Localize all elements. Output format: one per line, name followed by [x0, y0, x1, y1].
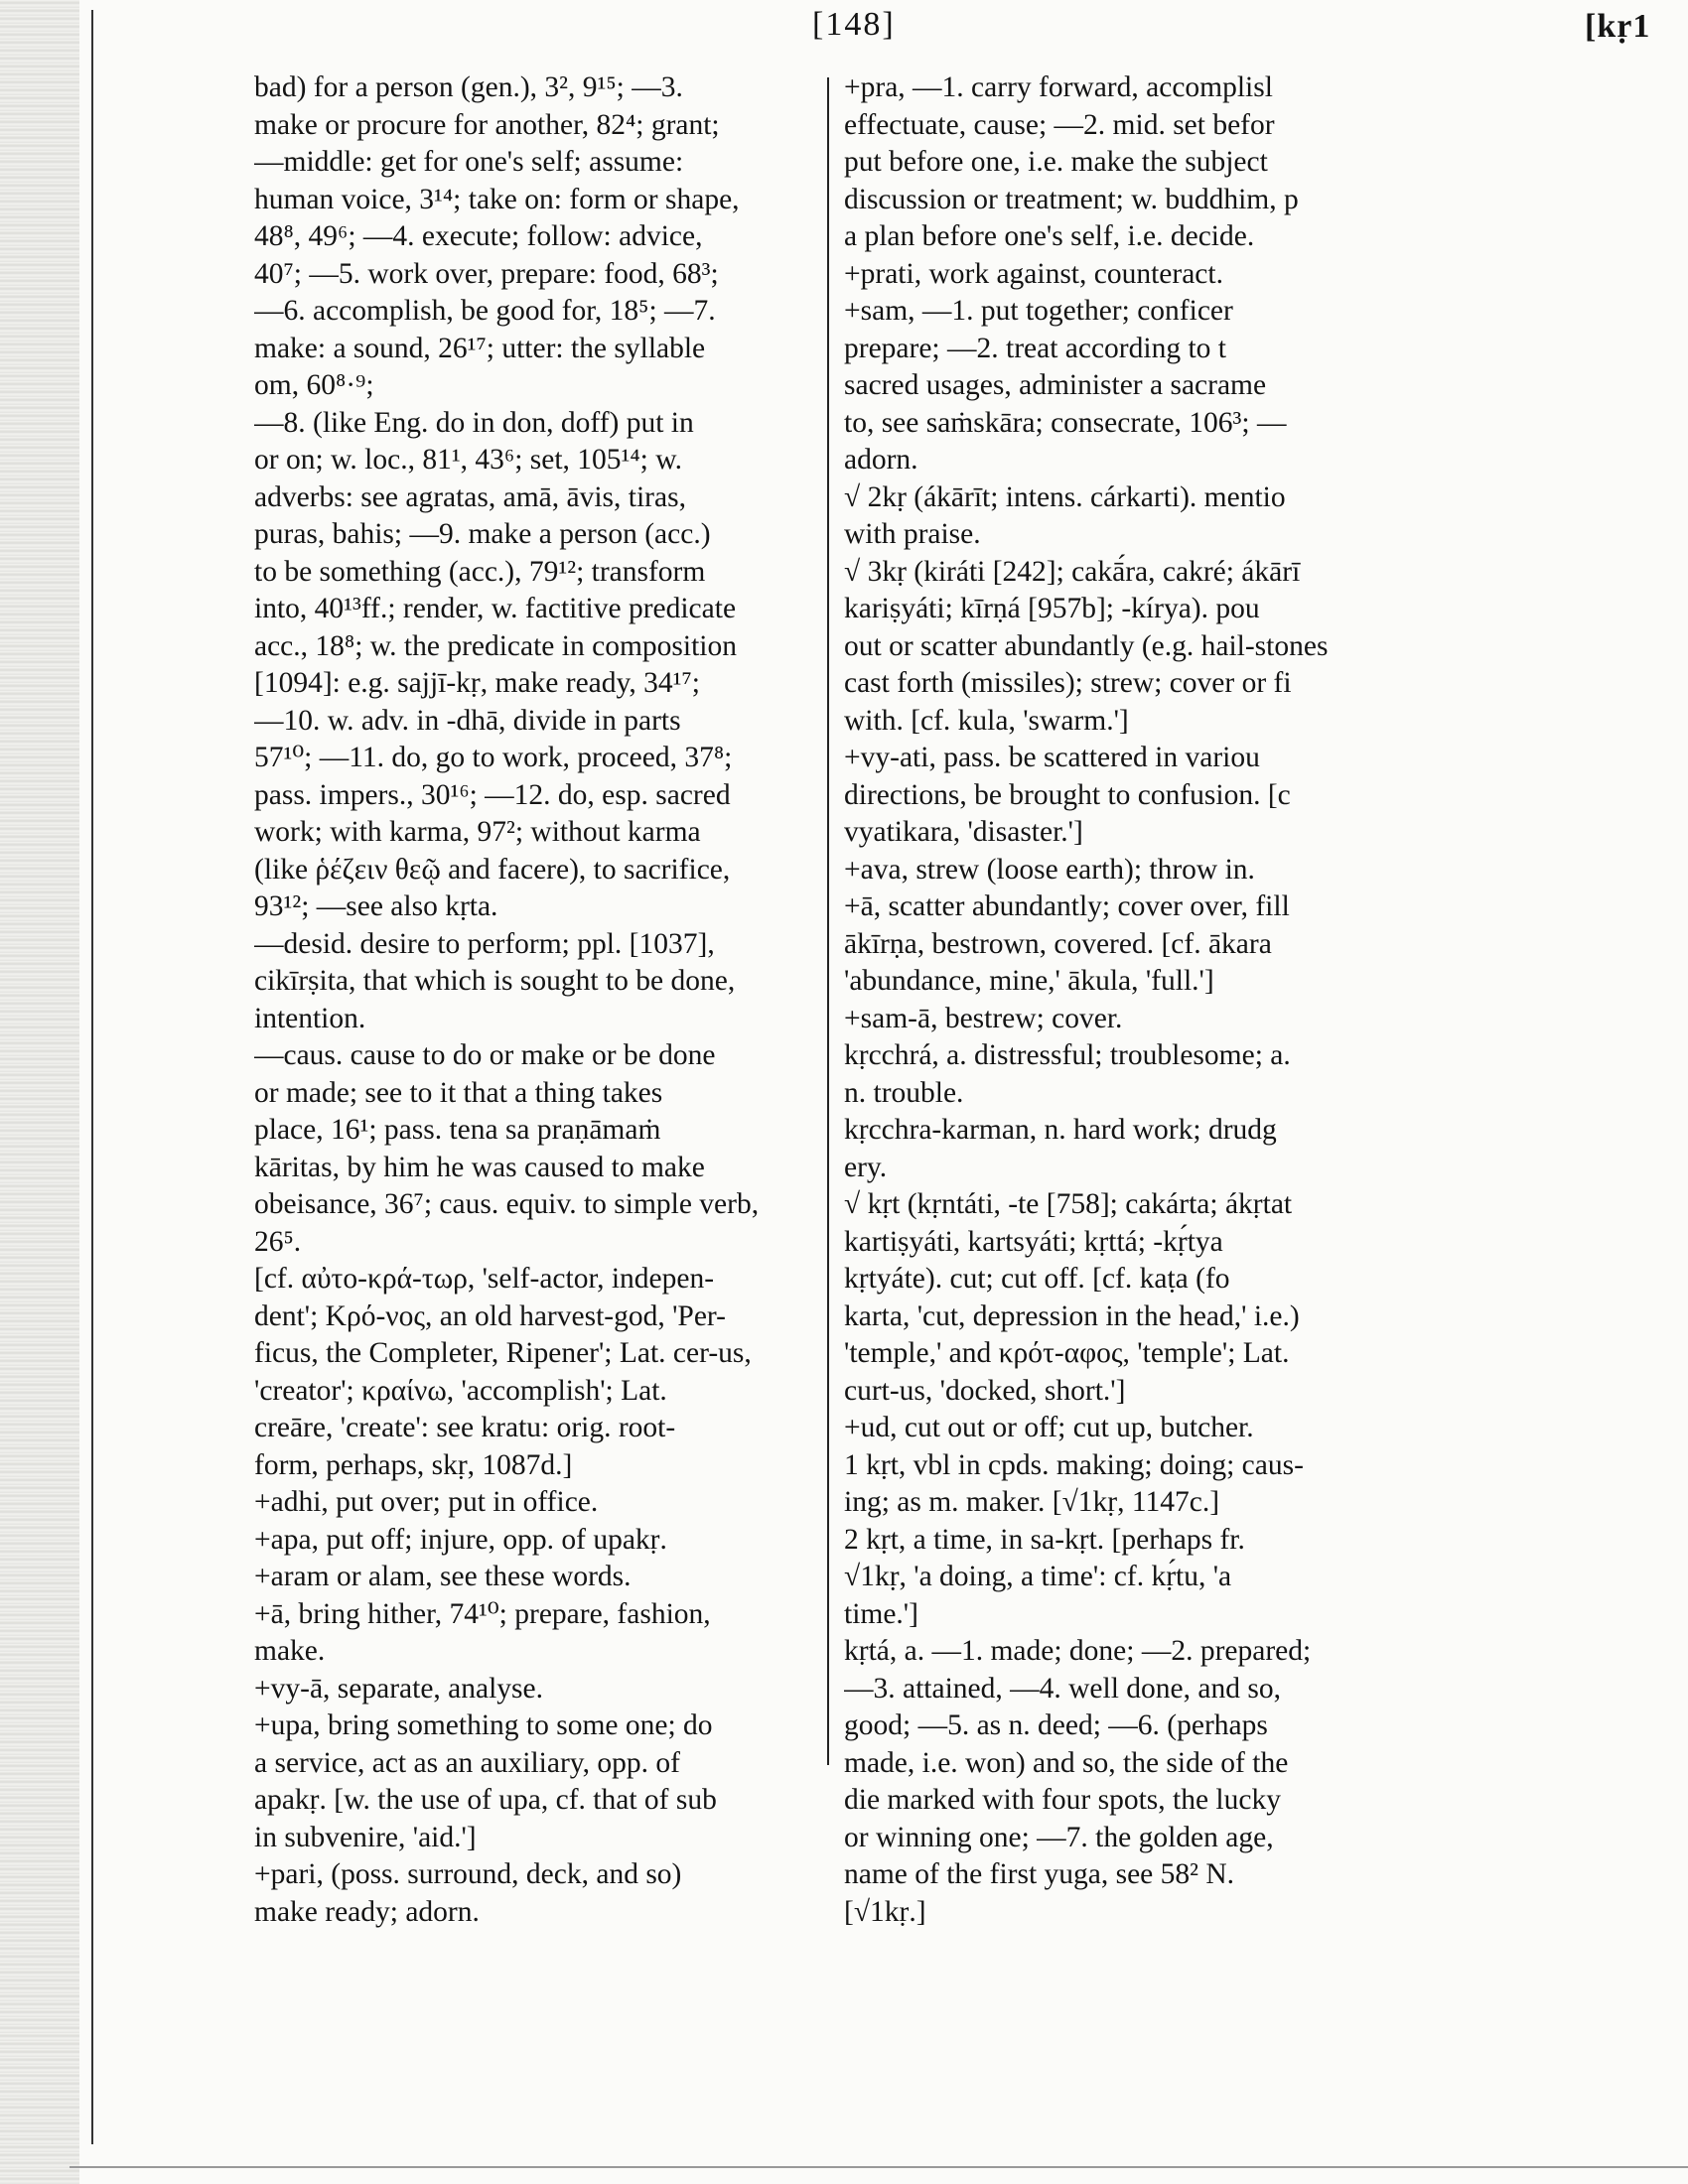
dictionary-line: +ava, strew (loose earth); throw in.	[844, 853, 1255, 886]
dictionary-line: ery.	[844, 1151, 888, 1183]
dictionary-line: +sam, —1. put together; conficer	[844, 295, 1233, 327]
dictionary-line: +prati, work against, counteract.	[844, 257, 1223, 290]
dictionary-line: effectuate, cause; —2. mid. set befor	[844, 108, 1275, 141]
running-head-key: [kṛ1	[1585, 8, 1651, 45]
dictionary-line: —3. attained, —4. well done, and so,	[844, 1672, 1281, 1705]
dictionary-line: time.']	[844, 1597, 918, 1630]
dictionary-line: directions, be brought to confusion. [c	[844, 778, 1291, 811]
left-column	[254, 69, 834, 1931]
dictionary-line: [√1kṛ.]	[844, 1895, 926, 1928]
dictionary-line: [cf. αὐτο-κρά-τωρ, 'self-actor, indepen-	[254, 1263, 715, 1295]
dictionary-line: make.	[254, 1635, 326, 1667]
dictionary-line: or made; see to it that a thing takes	[254, 1076, 663, 1109]
dictionary-line: 'creator'; κραίνω, 'accomplish'; Lat.	[254, 1374, 667, 1407]
dictionary-line: obeisance, 36⁷; caus. equiv. to simple verb,	[254, 1188, 760, 1220]
dictionary-line: out or scatter abundantly (e.g. hail-stones	[844, 629, 1329, 662]
dictionary-line: +vy-ati, pass. be scattered in variou	[844, 742, 1260, 773]
dictionary-line: —6. accomplish, be good for, 18⁵; —7.	[254, 295, 716, 327]
dictionary-line: 57¹⁰; —11. do, go to work, proceed, 37⁸;	[254, 742, 733, 773]
dictionary-line: name of the first yuga, see 58² N.	[844, 1858, 1235, 1890]
dictionary-line: make or procure for another, 82⁴; grant;	[254, 108, 720, 141]
dictionary-line: form, perhaps, skṛ, 1087d.]	[254, 1448, 573, 1481]
dictionary-line: with praise.	[844, 518, 981, 550]
dictionary-line: 48⁸, 49⁶; —4. execute; follow: advice,	[254, 220, 703, 252]
dictionary-line: good; —5. as n. deed; —6. (perhaps	[844, 1709, 1268, 1741]
dictionary-line: +ud, cut out or off; cut up, butcher.	[844, 1412, 1254, 1443]
dictionary-line: prepare; —2. treat according to t	[844, 332, 1226, 364]
dictionary-line: sacred usages, administer a sacrame	[844, 369, 1267, 401]
dictionary-line: +ā, scatter abundantly; cover over, fill	[844, 890, 1290, 922]
dictionary-line: —caus. cause to do or make or be done	[254, 1039, 716, 1071]
dictionary-line: —middle: get for one's self; assume:	[254, 146, 684, 178]
dictionary-line: √ 3kṛ (kiráti [242]; cakā́ra, cakré; ákārī	[844, 555, 1301, 588]
dictionary-line: acc., 18⁸; w. the predicate in composition	[254, 629, 737, 662]
dictionary-line: to, see saṁskāra; consecrate, 106³; —	[844, 406, 1287, 439]
dictionary-line: ākīrṇa, bestrown, covered. [cf. ākara	[844, 927, 1272, 960]
scan-bottom-line	[70, 2166, 1688, 2168]
scan-margin-line	[91, 10, 93, 2144]
dictionary-line: or winning one; —7. the golden age,	[844, 1821, 1274, 1853]
dictionary-line: cikīrṣita, that which is sought to be done,	[254, 965, 736, 997]
dictionary-line: kāritas, by him he was caused to make	[254, 1151, 705, 1183]
dictionary-line: 'abundance, mine,' ākula, 'full.']	[844, 965, 1214, 997]
dictionary-line: +sam-ā, bestrew; cover.	[844, 1002, 1123, 1034]
dictionary-line: to be something (acc.), 79¹²; transform	[254, 555, 706, 588]
dictionary-line: die marked with four spots, the lucky	[844, 1784, 1281, 1816]
dictionary-line: [1094]: e.g. sajjī-kṛ, make ready, 34¹⁷;	[254, 667, 700, 699]
dictionary-line: cast forth (missiles); strew; cover or fi	[844, 667, 1292, 699]
dictionary-line: kartiṣyáti, kartsyáti; kṛttá; -kṛ́tya	[844, 1225, 1223, 1258]
dictionary-line: adorn.	[844, 444, 918, 476]
dictionary-line: bad) for a person (gen.), 3², 9¹⁵; —3.	[254, 71, 683, 103]
dictionary-line: ficus, the Completer, Ripener'; Lat. cer-us,	[254, 1337, 752, 1369]
dictionary-line: 2 kṛt, a time, in sa-kṛt. [perhaps fr.	[844, 1523, 1245, 1556]
dictionary-line: +aram or alam, see these words.	[254, 1561, 632, 1592]
dictionary-line: kṛtá, a. —1. made; done; —2. prepared;	[844, 1635, 1312, 1667]
dictionary-line: +vy-ā, separate, analyse.	[254, 1672, 544, 1705]
dictionary-line: +pra, —1. carry forward, accomplisl	[844, 71, 1273, 103]
dictionary-line: dent'; Κρό-νος, an old harvest-god, 'Per-	[254, 1299, 726, 1332]
dictionary-line: 26⁵.	[254, 1225, 302, 1258]
page-number: [148]	[812, 6, 896, 43]
dictionary-line: put before one, i.e. make the subject	[844, 146, 1268, 178]
dictionary-line: —8. (like Eng. do in don, doff) put in	[254, 406, 694, 439]
dictionary-line: puras, bahis; —9. make a person (acc.)	[254, 518, 711, 550]
dictionary-line: 1 kṛt, vbl in cpds. making; doing; caus-	[844, 1448, 1304, 1481]
dictionary-line: 40⁷; —5. work over, prepare: food, 68³;	[254, 257, 719, 290]
dictionary-line: pass. impers., 30¹⁶; —12. do, esp. sacred	[254, 778, 731, 811]
dictionary-line: in subvenire, 'aid.']	[254, 1821, 477, 1853]
dictionary-line: a service, act as an auxiliary, opp. of	[254, 1746, 680, 1779]
dictionary-line: place, 16¹; pass. tena sa praṇāmaṁ	[254, 1114, 661, 1146]
dictionary-line: kṛtyáte). cut; cut off. [cf. kaṭa (fo	[844, 1263, 1230, 1295]
dictionary-line: n. trouble.	[844, 1076, 964, 1109]
dictionary-line: —10. w. adv. in -dhā, divide in parts	[254, 704, 681, 737]
right-column	[844, 69, 1688, 1931]
dictionary-line: made, i.e. won) and so, the side of the	[844, 1746, 1289, 1779]
dictionary-line: intention.	[254, 1002, 366, 1034]
dictionary-line: 'temple,' and κρότ-αφος, 'temple'; Lat.	[844, 1337, 1290, 1369]
dictionary-line: +ā, bring hither, 74¹⁰; prepare, fashion,	[254, 1597, 711, 1630]
dictionary-line: √1kṛ, 'a doing, a time': cf. kṛ́tu, 'a	[844, 1561, 1232, 1592]
dictionary-line: kṛcchrá, a. distressful; troublesome; a.	[844, 1039, 1291, 1071]
dictionary-line: +pari, (poss. surround, deck, and so)	[254, 1858, 682, 1890]
dictionary-line: om, 60⁸·⁹;	[254, 369, 374, 401]
dictionary-line: vyatikara, 'disaster.']	[844, 816, 1083, 848]
scan-shadow-edge	[0, 0, 79, 2184]
dictionary-line: kariṣyáti; kīrṇá [957b]; -kírya). pou	[844, 593, 1260, 624]
dictionary-line: apakṛ. [w. the use of upa, cf. that of sub	[254, 1784, 717, 1816]
dictionary-line: √ 2kṛ (ákārīt; intens. cárkarti). mentio	[844, 480, 1286, 513]
dictionary-line: discussion or treatment; w. buddhim, p	[844, 183, 1299, 215]
dictionary-line: into, 40¹³ff.; render, w. factitive predicate	[254, 593, 737, 624]
dictionary-line: kṛcchra-karman, n. hard work; drudg	[844, 1114, 1277, 1146]
dictionary-line: 93¹²; —see also kṛta.	[254, 890, 498, 922]
dictionary-line: karta, 'cut, depression in the head,' i.e.)	[844, 1299, 1300, 1332]
dictionary-line: or on; w. loc., 81¹, 43⁶; set, 105¹⁴; w.	[254, 444, 683, 476]
dictionary-line: +adhi, put over; put in office.	[254, 1486, 599, 1518]
dictionary-line: √ kṛt (kṛntáti, -te [758]; cakárta; ákṛtat	[844, 1188, 1293, 1220]
dictionary-line: with. [cf. kula, 'swarm.']	[844, 704, 1129, 737]
dictionary-line: make ready; adorn.	[254, 1895, 480, 1928]
dictionary-line: curt-us, 'docked, short.']	[844, 1374, 1126, 1407]
dictionary-line: make: a sound, 26¹⁷; utter: the syllable	[254, 332, 706, 364]
dictionary-line: a plan before one's self, i.e. decide.	[844, 220, 1255, 252]
dictionary-line: creāre, 'create': see kratu: orig. root-	[254, 1412, 676, 1443]
dictionary-line: ing; as m. maker. [√1kṛ, 1147c.]	[844, 1486, 1220, 1518]
dictionary-line: adverbs: see agratas, amā, āvis, tiras,	[254, 480, 686, 513]
dictionary-line: work; with karma, 97²; without karma	[254, 816, 701, 848]
dictionary-line: (like ῥέζειν θεῷ and facere), to sacrifice,	[254, 853, 731, 886]
dictionary-line: human voice, 3¹⁴; take on: form or shape,	[254, 183, 740, 215]
dictionary-line: +upa, bring something to some one; do	[254, 1709, 713, 1741]
column-divider	[827, 77, 829, 1765]
dictionary-line: +apa, put off; injure, opp. of upakṛ.	[254, 1523, 667, 1556]
dictionary-line: —desid. desire to perform; ppl. [1037],	[254, 927, 715, 960]
